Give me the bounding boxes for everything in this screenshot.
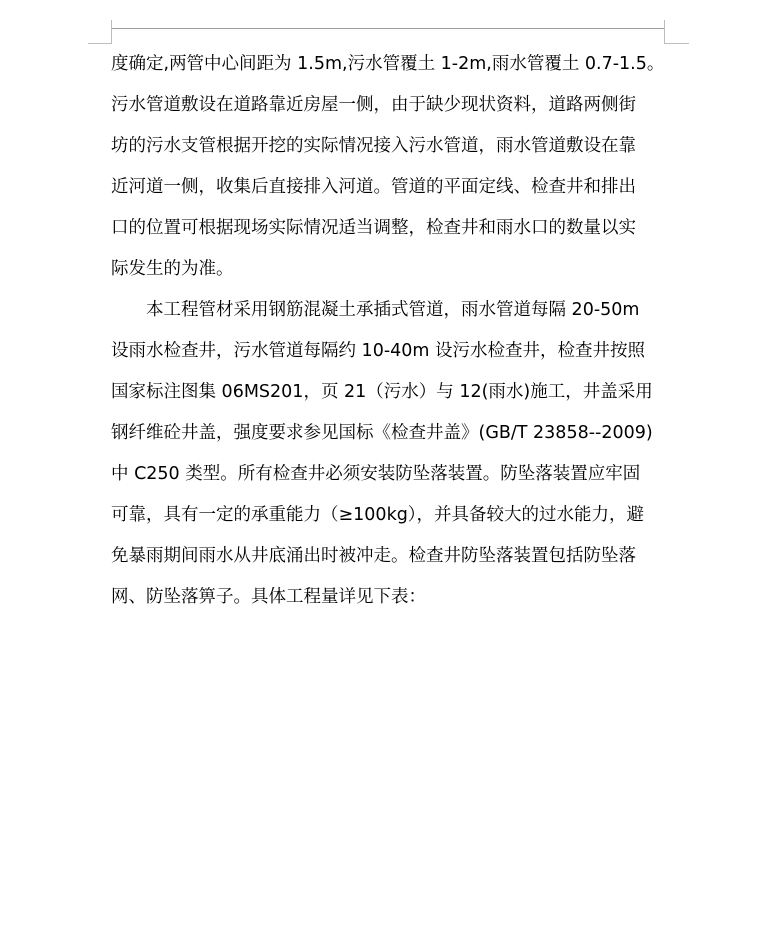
text-line: 口的位置可根据现场实际情况适当调整，检查井和雨水口的数量以实 <box>111 218 636 238</box>
margin-mark-top-right-vertical <box>664 20 665 44</box>
text-line: 坊的污水支管根据开挖的实际情况接入污水管道，雨水管道敷设在靠 <box>111 136 636 156</box>
margin-mark-top-left-vertical <box>111 20 112 44</box>
text-line: 钢纤维砼井盖，强度要求参见国标《检查井盖》(GB/T 23858--2009) <box>111 423 653 443</box>
text-line: 免暴雨期间雨水从井底涌出时被冲走。检查井防坠落装置包括防坠落 <box>111 546 636 566</box>
text-line: 本工程管材采用钢筋混凝土承插式管道，雨水管道每隔 20-50m <box>111 300 640 320</box>
text-line: 中 C250 类型。所有检查井必须安装防坠落装置。防坠落装置应牢固 <box>111 464 641 484</box>
text-line: 国家标注图集 06MS201，页 21（污水）与 12(雨水)施工，井盖采用 <box>111 382 653 402</box>
text-line: 污水管道敷设在道路靠近房屋一侧，由于缺少现状资料，道路两侧街 <box>111 95 636 115</box>
body-text[interactable] <box>111 44 671 618</box>
text-line: 际发生的为准。 <box>111 259 234 279</box>
text-line: 可靠，具有一定的承重能力（≥100kg），并具备较大的过水能力，避 <box>111 505 645 525</box>
text-line: 度确定,两管中心间距为 1.5m,污水管覆土 1-2m,雨水管覆土 0.7-1.5。 <box>111 54 665 74</box>
text-line: 设雨水检查井，污水管道每隔约 10-40m 设污水检查井，检查井按照 <box>111 341 646 361</box>
text-line: 网、防坠落箅子。具体工程量详见下表： <box>111 587 426 607</box>
header-rule <box>111 28 665 29</box>
text-line: 近河道一侧，收集后直接排入河道。管道的平面定线、检查井和排出 <box>111 177 636 197</box>
margin-mark-top-left-horizontal <box>88 43 111 44</box>
